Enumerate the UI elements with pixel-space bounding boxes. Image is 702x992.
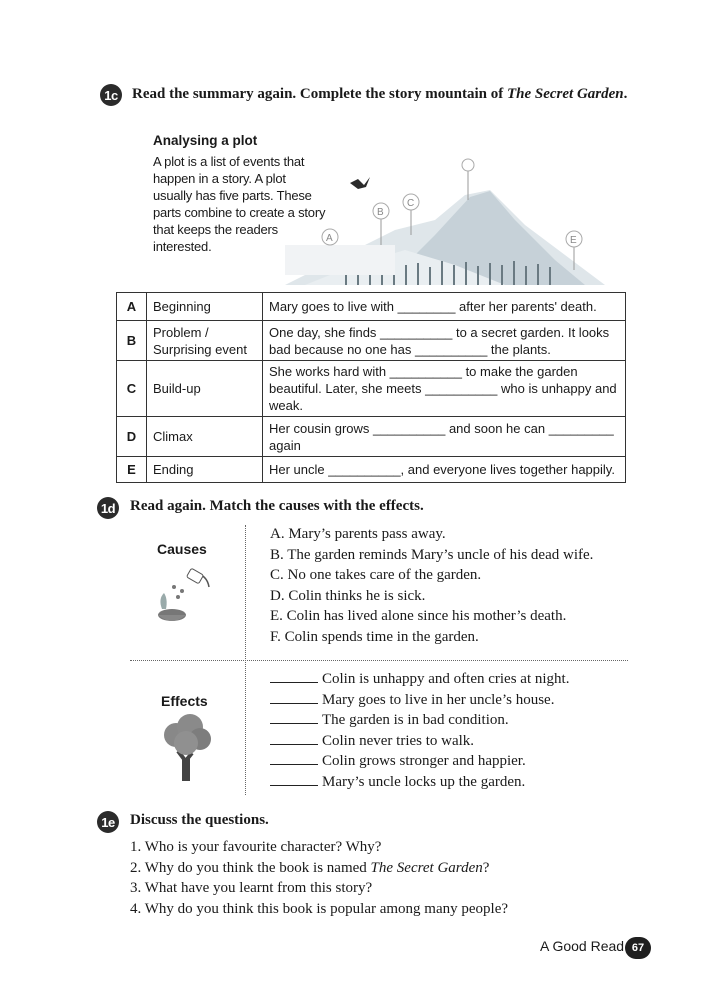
instruction-1c-text: Read the summary again. Complete the story mountain of [132, 86, 507, 102]
list-item[interactable] [270, 772, 569, 793]
question-2-text: 2. Why do you think the book is named [130, 859, 371, 876]
table-row [117, 321, 626, 361]
mountain-letter-c: C [407, 198, 415, 209]
row-letter: D [117, 417, 147, 457]
row-text[interactable]: Mary goes to live with ________ after her parents' death. [263, 293, 626, 321]
list-item[interactable] [270, 669, 569, 690]
table-row [117, 293, 626, 321]
row-part: Build-up [147, 361, 263, 417]
row-divider [130, 660, 628, 661]
list-item[interactable] [270, 731, 569, 752]
row-part: Problem / Surprising event [147, 321, 263, 361]
effects-label: Effects [161, 693, 208, 709]
list-item: 3. What have you learnt from this story? [130, 880, 373, 896]
analysing-text: A plot is a list of events that happen in a story. A plot usually has five parts. These parts combine to create a story that keeps the readers interested. [153, 154, 326, 254]
answer-blank[interactable] [270, 710, 318, 724]
watering-can-icon [150, 565, 220, 627]
effect-text: Mary goes to live in her uncle’s house. [322, 691, 555, 708]
answer-blank[interactable] [270, 751, 318, 765]
row-text[interactable]: Her uncle __________, and everyone lives together happily. [263, 457, 626, 483]
answer-blank[interactable] [270, 690, 318, 704]
list-item: D. Colin thinks he is sick. [270, 587, 426, 604]
answer-blank[interactable] [270, 731, 318, 745]
list-item[interactable] [270, 710, 569, 731]
list-item: F. Colin spends time in the garden. [270, 628, 479, 645]
answer-blank[interactable] [270, 772, 318, 786]
question-2-title: The Secret Garden [370, 859, 483, 876]
table-row [117, 361, 626, 417]
row-text[interactable]: Her cousin grows __________ and soon he can _________ again [263, 417, 626, 457]
mountain-letter-b: B [377, 207, 384, 218]
instruction-1c [132, 86, 627, 103]
row-letter: A [117, 293, 147, 321]
effects-list [270, 669, 569, 793]
section-badge-1c: 1c [100, 84, 122, 106]
mountain-letter-e: E [570, 235, 577, 246]
effect-text: Colin is unhappy and often cries at night. [322, 671, 570, 687]
footer-title: A Good Read [540, 938, 625, 954]
instruction-1c-title: The Secret Garden [506, 86, 624, 102]
effect-text: Colin grows stronger and happier. [322, 753, 526, 770]
row-part: Ending [147, 457, 263, 483]
list-item: 1. Who is your favourite character? Why? [130, 839, 382, 855]
row-part: Climax [147, 417, 263, 457]
instruction-1c-suffix: . [623, 86, 628, 102]
discussion-questions [130, 837, 508, 919]
tree-icon [162, 713, 212, 783]
row-part: Beginning [147, 293, 263, 321]
list-item[interactable] [270, 751, 569, 772]
table-row [117, 457, 626, 483]
causes-list [270, 524, 593, 648]
list-item: A. Mary’s parents pass away. [270, 526, 446, 542]
question-2-suffix: ? [482, 859, 490, 876]
effect-text: The garden is in bad condition. [322, 712, 509, 729]
list-item: 4. Why do you think this book is popular among many people? [130, 900, 509, 917]
story-mountain-illustration [285, 125, 605, 295]
table-row [117, 417, 626, 457]
list-item [130, 858, 508, 879]
instruction-1e: Discuss the questions. [130, 812, 269, 828]
row-letter: E [117, 457, 147, 483]
row-letter: C [117, 361, 147, 417]
row-text[interactable]: She works hard with __________ to make the garden beautiful. Later, she meets __________ who is unhappy and weak. [263, 361, 626, 417]
instruction-1d: Read again. Match the causes with the effects. [130, 498, 424, 514]
list-item: C. No one takes care of the garden. [270, 567, 482, 584]
row-letter: B [117, 321, 147, 361]
page-number: 67 [625, 937, 651, 959]
effect-text: Colin never tries to walk. [322, 732, 475, 749]
section-badge-1e: 1e [97, 811, 119, 833]
causes-label: Causes [157, 541, 207, 557]
analysing-title: Analysing a plot [153, 133, 258, 148]
mountain-letter-a: A [326, 233, 333, 244]
list-item: E. Colin has lived alone since his mother’s death. [270, 608, 567, 625]
answer-blank[interactable] [270, 669, 318, 683]
story-mountain-table [116, 292, 626, 483]
row-text[interactable]: One day, she finds __________ to a secret garden. It looks bad because no one has __________ the plants. [263, 321, 626, 361]
list-item: B. The garden reminds Mary’s uncle of his dead wife. [270, 546, 594, 563]
section-badge-1d: 1d [97, 497, 119, 519]
effect-text: Mary’s uncle locks up the garden. [322, 773, 526, 790]
list-item[interactable] [270, 690, 569, 711]
